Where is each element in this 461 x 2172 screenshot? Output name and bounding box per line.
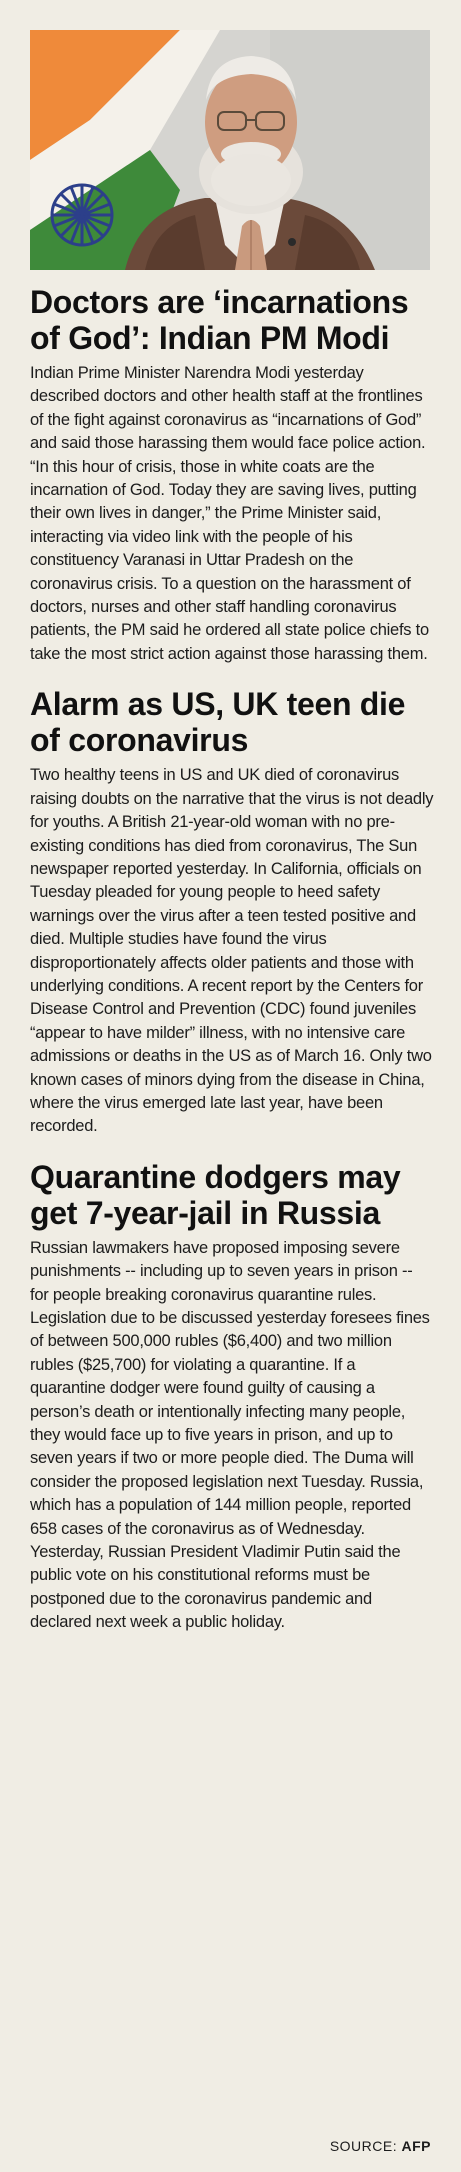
article-body: Russian lawmakers have proposed imposing severe punishments -- including up to seven years in prison -- for people breaking coronavirus quarantine rules. Legislation due to be discussed yesterday foresees fines of between 500,000 rubles ($6,400) and two million rubles ($25,700) for violating a quarantine. If a quarantine dodger were found guilty of causing a person’s death or intentionally infecting many people, they would face up to five years in prison, and up to seven years if two or more people died. The Duma will consider the proposed legislation next Tuesday. Russia, which has a population of 144 million people, reported 658 cases of the coronavirus as of Wednesday. Yesterday, Russian President Vladimir Putin said the public vote on his constitutional reforms must be postponed due to the coronavirus pandemic and declared next week a public holiday.: [30, 1238, 430, 1632]
article-body: Two healthy teens in US and UK died of coronavirus raising doubts on the narrative that the virus is not deadly for youths. A British 21-year-old woman with no pre-existing conditions has died from coronavirus, The Sun newspaper reported yesterday. In California, officials on Tuesday pleaded for young people to heed safety warnings over the virus after a teen tested positive and died. Multiple studies have found the virus disproportionately affects older patients and those with underlying conditions. A recent report by the Centers for Disease Control and Prevention (CDC) found juveniles “appear to have milder” illness, with no intensive care admissions or deaths in the US as of March 16. Only two known cases of minors dying from the disease in China, where the virus emerged late last year, have been recorded.: [30, 766, 434, 1136]
source-credit: [330, 2138, 431, 2154]
article-headline: Quarantine dodgers may get 7-year-jail in Russia: [30, 1158, 401, 1231]
article-teen-deaths: [30, 686, 434, 1139]
article-headline: Alarm as US, UK teen die of coronavirus: [30, 686, 406, 759]
article-photo: [30, 30, 430, 270]
source-label: SOURCE:: [329, 2138, 398, 2154]
article-modi: [30, 284, 434, 666]
article-headline: Doctors are ‘incarnations of God’: Indian PM Modi: [30, 284, 409, 356]
source-agency: AFP: [401, 2138, 431, 2154]
article-column: [30, 284, 434, 1655]
article-body: Indian Prime Minister Narendra Modi yesterday described doctors and other health staff at the frontlines of the fight against coronavirus as “incarnations of God” and said those harassing them would face police action. “In this hour of crisis, those in white coats are the incarnation of God. Today they are saving lives, putting their own lives in danger,” the Prime Minister said, interacting via video link with the people of his constituency Varanasi in Uttar Pradesh on the coronavirus crisis. To a question on the harassment of doctors, nurses and other staff handling coronavirus patients, the PM said he ordered all state police chiefs to take the most strict action against those harassing them.: [30, 364, 429, 663]
article-russia-quarantine: [30, 1159, 434, 1635]
